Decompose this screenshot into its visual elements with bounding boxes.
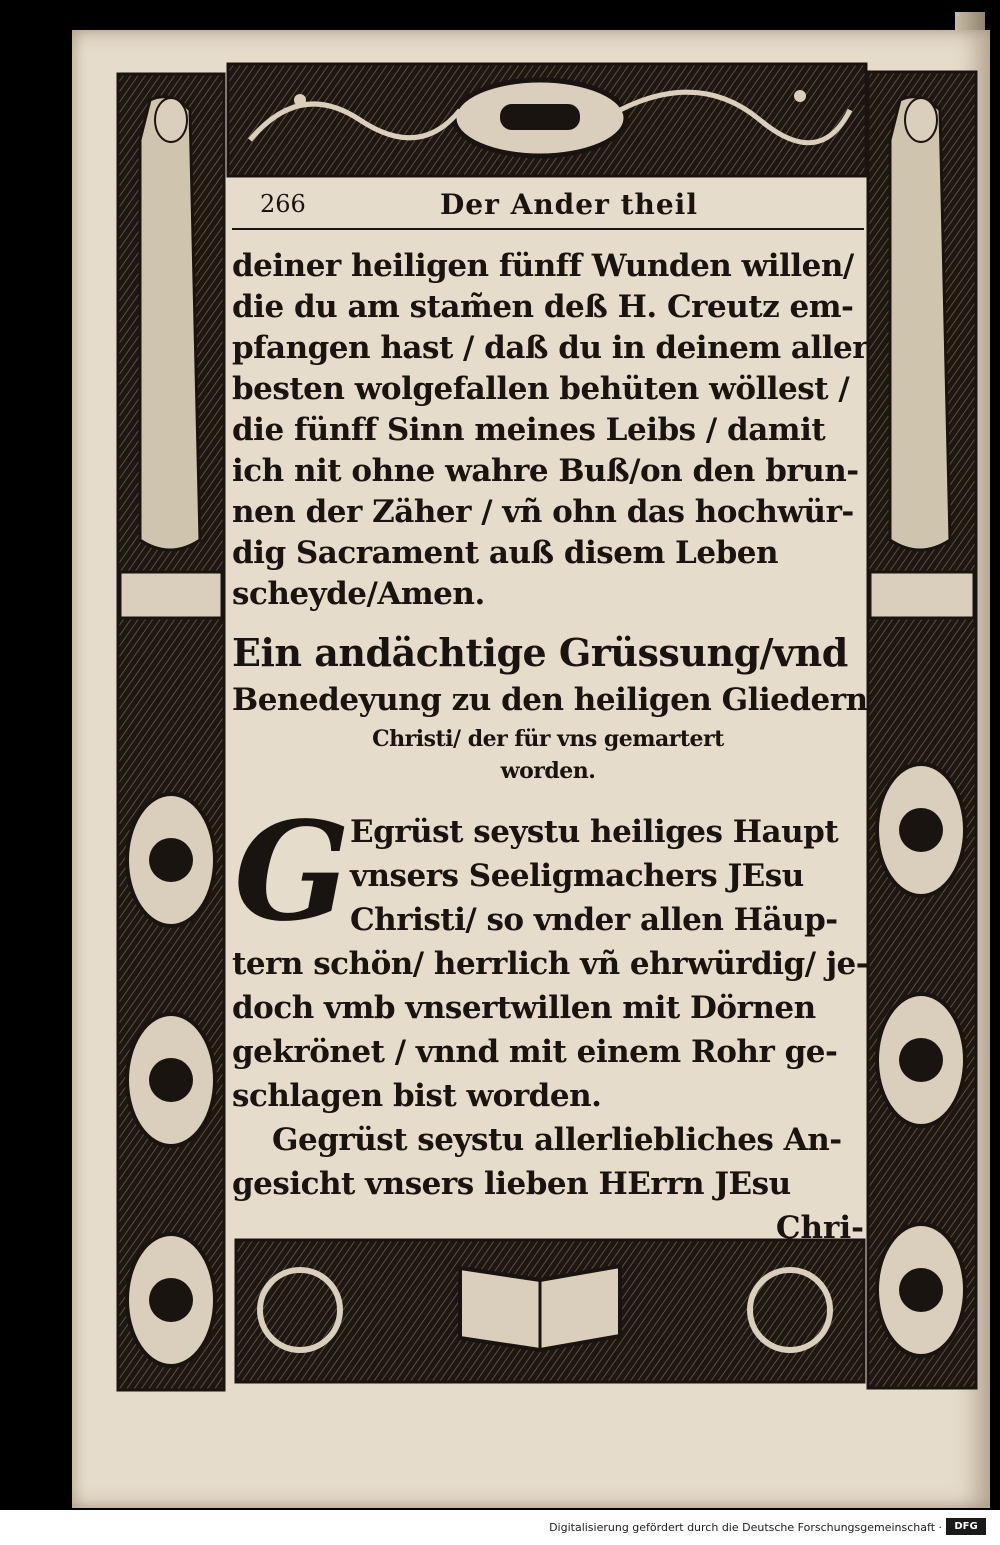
text-line: ich nit ohne wahre Buß/on den brun- bbox=[232, 453, 859, 489]
text-line: Christi/ so vnder allen Häup- bbox=[350, 902, 838, 938]
bottom-ornament bbox=[236, 1240, 864, 1382]
drop-cap: G bbox=[234, 792, 351, 952]
page-header bbox=[232, 186, 864, 226]
page-number: 266 bbox=[260, 190, 306, 218]
section-heading: Ein andächtige Grüssung/vnd bbox=[232, 630, 848, 675]
text-line: deiner heiligen fünff Wunden willen/ bbox=[232, 248, 854, 284]
footer-credit: Digitalisierung gefördert durch die Deutsche Forschungsgemeinschaft · bbox=[549, 1521, 942, 1534]
text-line: gesicht vnsers lieben HErrn JEsu bbox=[232, 1166, 791, 1202]
text-line: vnsers Seeligmachers JEsu bbox=[350, 858, 804, 894]
dfg-logo: DFG bbox=[946, 1518, 986, 1535]
heading-line: worden. bbox=[500, 758, 596, 784]
text-line: besten wolgefallen behüten wöllest / bbox=[232, 371, 850, 407]
catchword: Chri- bbox=[775, 1210, 864, 1246]
text-line: schlagen bist worden. bbox=[232, 1078, 602, 1114]
left-ornament bbox=[118, 74, 224, 1390]
text-line: Gegrüst seystu allerliebliches An- bbox=[272, 1122, 842, 1158]
text-line: nen der Zäher / vñ ohn das hochwür- bbox=[232, 494, 854, 530]
text-line: die fünff Sinn meines Leibs / damit bbox=[232, 412, 826, 448]
heading-line: Benedeyung zu den heiligen Gliedern bbox=[232, 682, 868, 718]
text-line: tern schön/ herrlich vñ ehrwürdig/ je- bbox=[232, 946, 869, 982]
right-ornament bbox=[868, 72, 976, 1388]
heading-line: Christi/ der für vns gemartert bbox=[372, 726, 724, 752]
text-line: doch vmb vnsertwillen mit Dörnen bbox=[232, 990, 816, 1026]
top-ornament bbox=[228, 64, 866, 176]
text-line: dig Sacrament auß disem Leben bbox=[232, 535, 779, 571]
text-line: Egrüst seystu heiliges Haupt bbox=[350, 814, 839, 850]
running-head: Der Ander theil bbox=[440, 188, 698, 221]
text-line: pfangen hast / daß du in deinem aller bbox=[232, 330, 869, 366]
text-line: die du am stam̃en deß H. Creutz em- bbox=[232, 289, 854, 325]
text-line: gekrönet / vnnd mit einem Rohr ge- bbox=[232, 1034, 838, 1070]
text-line: scheyde/Amen. bbox=[232, 576, 485, 612]
header-rule bbox=[232, 228, 864, 230]
